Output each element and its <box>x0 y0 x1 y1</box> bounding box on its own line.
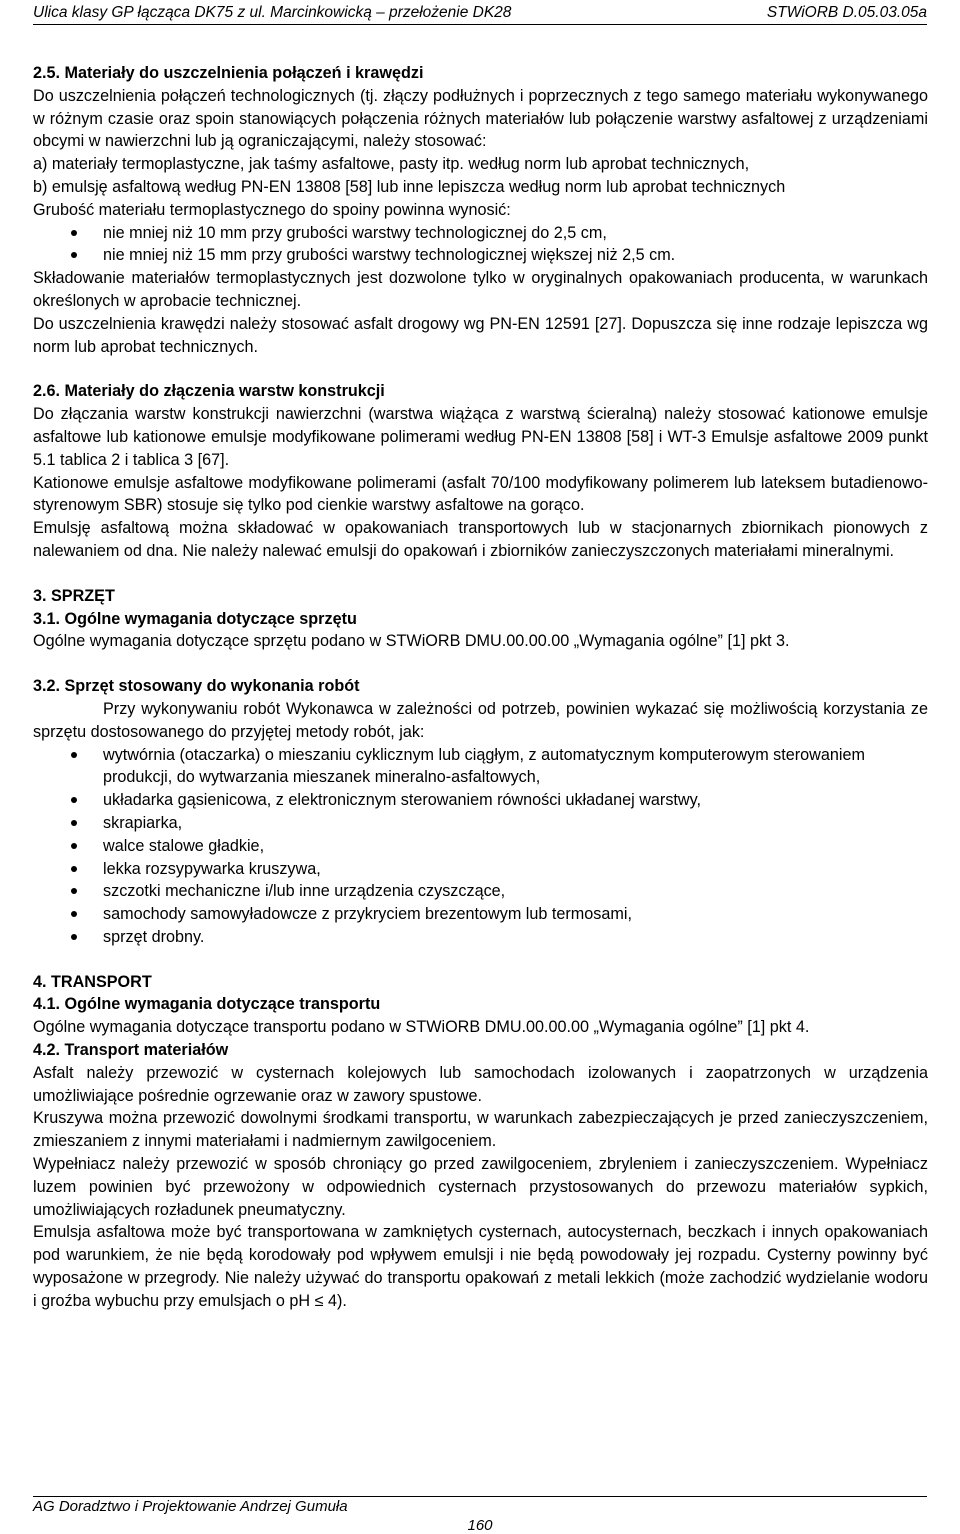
section-4-1-heading: 4.1. Ogólne wymagania dotyczące transportu <box>33 995 381 1014</box>
spacer <box>33 949 928 971</box>
section-3-heading: 3. SPRZĘT <box>33 586 115 605</box>
section-2-5-bullets <box>33 222 928 268</box>
section-2-5-para-4: Do uszczelnienia krawędzi należy stosować asfalt drogowy wg PN-EN 12591 [27]. Dopuszcza się inne rodzaje lepiszcza wg norm lub aprobat technicznych. <box>33 314 928 356</box>
section-2-5-heading: 2.5. Materiały do uszczelnienia połączeń i krawędzi <box>33 64 424 82</box>
page-footer <box>33 1496 927 1515</box>
section-2-6-para-2: Kationowe emulsje asfaltowe modyfikowane polimerami (asfalt 70/100 modyfikowany polimerem lub lateksem butadienowo-styrenowym SBR) stosuje się tylko pod cienkie warstwy asfaltowe na gorąco. <box>33 473 928 515</box>
section-4-2-para-4: Emulsja asfaltowa może być transportowana w zamkniętych cysternach, autocysternach, beczkach i innych opakowaniach pod warunkiem, że nie będą korodowały pod wpływem emulsji i nie będą powodowały jej rozpadu. Cysterny powinny być wyposażone w przegrody. Nie należy używać do transportu opakowań z metali lekkich (może zachodzić wydzielanie wodoru i groźba wybuchu przy emulsjach o pH ≤ 4). <box>33 1223 928 1310</box>
section-3-1-heading: 3.1. Ogólne wymagania dotyczące sprzętu <box>33 609 357 628</box>
section-4-2-para-3: Wypełniacz należy przewozić w sposób chroniący go przed zawilgoceniem, zbryleniem i zanieczyszczeniem. Wypełniacz luzem powinien być przewożony w odpowiednich cysternach przystosowanych do przewozu materiałów sypkich, umożliwiających rozładunek pneumatyczny. <box>33 1155 928 1219</box>
spacer <box>33 358 928 380</box>
section-3-2-heading: 3.2. Sprzęt stosowany do wykonania robót <box>33 677 360 696</box>
section-2-5-para-2: Grubość materiału termoplastycznego do spoiny powinna wynosić: <box>33 200 511 219</box>
list-item: nie mniej niż 10 mm przy grubości warstwy technologicznej do 2,5 cm, <box>33 222 928 245</box>
section-2-6-para-1: Do złączania warstw konstrukcji nawierzchni (warstwa wiążąca z warstwą ścieralną) należy stosować kationowe emulsje asfaltowe lub kationowe emulsje modyfikowane polimerami według PN-EN 13808 [58] i WT-3 Emulsje asfaltowe 2009 punkt 5.1 tablica 2 i tablica 3 [67]. <box>33 405 928 469</box>
list-item: walce stalowe gładkie, <box>33 835 928 858</box>
section-2-5-item-a: a) materiały termoplastyczne, jak taśmy asfaltowe, pasty itp. według norm lub aprobat technicznych, <box>33 155 750 174</box>
section-4-1-para: Ogólne wymagania dotyczące transportu podano w STWiORB DMU.00.00.00 „Wymagania ogólne” [1] pkt 4. <box>33 1018 810 1037</box>
list-item: wytwórnia (otaczarka) o mieszaniu cyklicznym lub ciągłym, z automatycznym komputerowym sterowaniem produkcji, do wytwarzania mieszanek mineralno-asfaltowych, <box>33 744 928 790</box>
header-spec-code: STWiORB D.05.03.05a <box>766 4 927 21</box>
section-4-2-para-1: Asfalt należy przewozić w cysternach kolejowych lub samochodach izolowanych i zaopatrzonych w urządzenia umożliwiające pośrednie ogrzewanie oraz w zawory spustowe. <box>33 1063 928 1105</box>
page-content <box>33 62 928 1313</box>
list-item: sprzęt drobny. <box>33 926 928 949</box>
section-3-1-para: Ogólne wymagania dotyczące sprzętu podano w STWiORB DMU.00.00.00 „Wymagania ogólne” [1] pkt 3. <box>33 632 790 651</box>
list-item: samochody samowyładowcze z przykryciem brezentowym lub termosami, <box>33 903 928 926</box>
section-4-2-para-2: Kruszywa można przewozić dowolnymi środkami transportu, w warunkach zabezpieczających je przed zanieczyszczeniem, zmieszaniem z innymi materiałami i nadmiernym zawilgoceniem. <box>33 1109 928 1151</box>
header-project-title: Ulica klasy GP łącząca DK75 z ul. Marcinkowicką – przełożenie DK28 <box>33 4 512 21</box>
list-item: lekka rozsypywarka kruszywa, <box>33 858 928 881</box>
list-item: układarka gąsienicowa, z elektronicznym sterowaniem równości układanej warstwy, <box>33 789 928 812</box>
spacer <box>33 653 928 675</box>
section-2-5-para-3: Składowanie materiałów termoplastycznych jest dozwolone tylko w oryginalnych opakowaniach producenta, w warunkach określonych w aprobacie technicznej. <box>33 269 928 310</box>
section-4-2-heading: 4.2. Transport materiałów <box>33 1041 229 1060</box>
list-item: skrapiarka, <box>33 812 928 835</box>
spacer <box>33 563 928 585</box>
section-4-heading: 4. TRANSPORT <box>33 972 152 991</box>
footer-company: AG Doradztwo i Projektowanie Andrzej Gumuła <box>33 1498 348 1515</box>
section-3-2-para: Przy wykonywaniu robót Wykonawca w zależności od potrzeb, powinien wykazać się możliwością korzystania ze sprzętu dostosowanego do przyjętej metody robót, jak: <box>33 699 928 741</box>
list-item: szczotki mechaniczne i/lub inne urządzenia czyszczące, <box>33 880 928 903</box>
section-2-6-heading: 2.6. Materiały do złączenia warstw konstrukcji <box>33 382 385 401</box>
section-2-6-para-3: Emulsję asfaltową można składować w opakowaniach transportowych lub w stacjonarnych zbiornikach pionowych z nalewaniem od dna. Nie należy nalewać emulsji do opakowań i zbiorników zanieczyszczonych materiałami mineralnymi. <box>33 519 928 560</box>
equipment-list <box>33 744 928 949</box>
section-2-5-item-b: b) emulsję asfaltową według PN-EN 13808 [58] lub inne lepiszcza według norm lub aprobat technicznych <box>33 177 786 196</box>
list-item: nie mniej niż 15 mm przy grubości warstwy technologicznej większej niż 2,5 cm. <box>33 244 928 267</box>
page-number: 160 <box>467 1517 493 1534</box>
section-2-5-para-1: Do uszczelnienia połączeń technologicznych (tj. złączy podłużnych i poprzecznych z tego samego materiału wykonywanego w różnym czasie oraz spoin stanowiących połączenia różnych materiałów lub połączenie warstwy asfaltowej z urządzeniami obcymi w nawierzchni lub ją ograniczającymi, należy stosować: <box>33 86 928 151</box>
page-header <box>33 0 927 25</box>
